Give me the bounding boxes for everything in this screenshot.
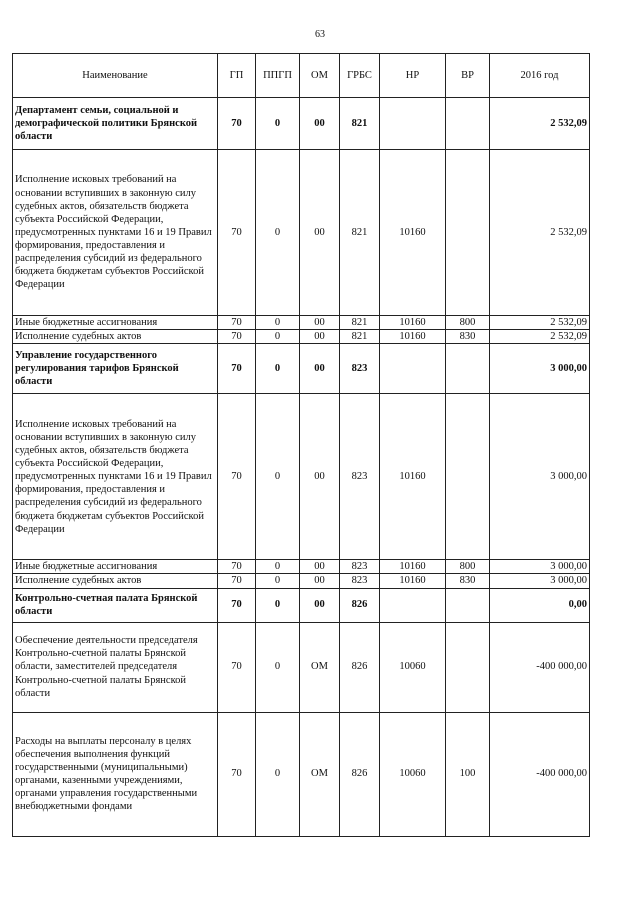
table-row — [13, 588, 590, 622]
header-name: Наименование — [13, 54, 218, 98]
cell-grbs: 821 — [340, 150, 380, 316]
cell-nr — [380, 98, 446, 150]
budget-table — [12, 53, 590, 837]
cell-grbs: 826 — [340, 588, 380, 622]
table-header-row — [13, 54, 590, 98]
cell-ppgp: 0 — [256, 394, 300, 560]
cell-grbs: 823 — [340, 574, 380, 588]
cell-vr — [446, 98, 490, 150]
cell-nr: 10160 — [380, 150, 446, 316]
cell-nr — [380, 588, 446, 622]
cell-nr — [380, 344, 446, 394]
cell-amount: 3 000,00 — [490, 574, 590, 588]
cell-ppgp: 0 — [256, 622, 300, 712]
table-row — [13, 622, 590, 712]
table-row — [13, 150, 590, 316]
cell-vr: 830 — [446, 330, 490, 344]
cell-gp: 70 — [218, 316, 256, 330]
cell-name: Управление государственного регулирования тарифов Брянской области — [13, 344, 218, 394]
cell-nr: 10060 — [380, 622, 446, 712]
cell-grbs: 821 — [340, 316, 380, 330]
cell-vr: 100 — [446, 712, 490, 836]
cell-amount: 3 000,00 — [490, 344, 590, 394]
cell-vr: 800 — [446, 316, 490, 330]
cell-amount: 2 532,09 — [490, 150, 590, 316]
cell-om: ОМ — [300, 622, 340, 712]
cell-amount: 2 532,09 — [490, 98, 590, 150]
cell-amount: 2 532,09 — [490, 316, 590, 330]
header-grbs: ГРБС — [340, 54, 380, 98]
table-row — [13, 394, 590, 560]
table-row — [13, 560, 590, 574]
table-row — [13, 316, 590, 330]
cell-om: 00 — [300, 574, 340, 588]
cell-vr: 800 — [446, 560, 490, 574]
cell-name: Исполнение исковых требований на основании вступивших в законную силу судебных актов, обязательств бюджета субъекта Российской Федерации, предусмотренных пунктами 16 и 19 Правил формирования, предоставления и распределения субсидий из федерального бюджета бюджетам субъектов Российской Федерации — [13, 150, 218, 316]
cell-om: 00 — [300, 150, 340, 316]
cell-gp: 70 — [218, 98, 256, 150]
cell-gp: 70 — [218, 622, 256, 712]
cell-name: Иные бюджетные ассигнования — [13, 316, 218, 330]
cell-gp: 70 — [218, 560, 256, 574]
cell-amount: -400 000,00 — [490, 622, 590, 712]
cell-om: 00 — [300, 98, 340, 150]
cell-name: Расходы на выплаты персоналу в целях обеспечения выполнения функций государственными (муниципальными) органами, казенными учреждениями, органами управления государственными внебюджетными фондами — [13, 712, 218, 836]
table-row — [13, 712, 590, 836]
cell-nr: 10160 — [380, 560, 446, 574]
cell-name: Иные бюджетные ассигнования — [13, 560, 218, 574]
cell-grbs: 826 — [340, 712, 380, 836]
cell-om: 00 — [300, 560, 340, 574]
cell-vr — [446, 394, 490, 560]
cell-nr: 10060 — [380, 712, 446, 836]
table-row — [13, 330, 590, 344]
cell-ppgp: 0 — [256, 344, 300, 394]
header-vr: ВР — [446, 54, 490, 98]
cell-grbs: 823 — [340, 394, 380, 560]
cell-om: ОМ — [300, 712, 340, 836]
cell-amount: 3 000,00 — [490, 560, 590, 574]
cell-ppgp: 0 — [256, 712, 300, 836]
cell-name: Исполнение судебных актов — [13, 330, 218, 344]
cell-gp: 70 — [218, 394, 256, 560]
cell-ppgp: 0 — [256, 574, 300, 588]
cell-vr: 830 — [446, 574, 490, 588]
header-year: 2016 год — [490, 54, 590, 98]
cell-om: 00 — [300, 394, 340, 560]
cell-nr: 10160 — [380, 316, 446, 330]
table-row — [13, 98, 590, 150]
cell-nr: 10160 — [380, 574, 446, 588]
cell-vr — [446, 588, 490, 622]
header-om: ОМ — [300, 54, 340, 98]
cell-ppgp: 0 — [256, 588, 300, 622]
cell-amount: 0,00 — [490, 588, 590, 622]
cell-gp: 70 — [218, 150, 256, 316]
page-number: 63 — [315, 29, 325, 40]
table-row — [13, 344, 590, 394]
cell-name: Департамент семьи, социальной и демографической политики Брянской области — [13, 98, 218, 150]
cell-grbs: 826 — [340, 622, 380, 712]
cell-amount: -400 000,00 — [490, 712, 590, 836]
cell-gp: 70 — [218, 574, 256, 588]
cell-grbs: 823 — [340, 560, 380, 574]
header-gp: ГП — [218, 54, 256, 98]
cell-grbs: 821 — [340, 330, 380, 344]
cell-om: 00 — [300, 316, 340, 330]
cell-ppgp: 0 — [256, 316, 300, 330]
cell-vr — [446, 622, 490, 712]
cell-ppgp: 0 — [256, 560, 300, 574]
cell-nr: 10160 — [380, 394, 446, 560]
cell-ppgp: 0 — [256, 98, 300, 150]
cell-vr — [446, 344, 490, 394]
cell-grbs: 821 — [340, 98, 380, 150]
cell-amount: 3 000,00 — [490, 394, 590, 560]
table-row — [13, 574, 590, 588]
header-ppgp: ППГП — [256, 54, 300, 98]
cell-ppgp: 0 — [256, 150, 300, 316]
cell-amount: 2 532,09 — [490, 330, 590, 344]
cell-ppgp: 0 — [256, 330, 300, 344]
cell-vr — [446, 150, 490, 316]
cell-gp: 70 — [218, 344, 256, 394]
cell-name: Контрольно-счетная палата Брянской области — [13, 588, 218, 622]
cell-om: 00 — [300, 588, 340, 622]
cell-om: 00 — [300, 344, 340, 394]
cell-name: Исполнение исковых требований на основании вступивших в законную силу судебных актов, обязательств бюджета субъекта Российской Федерации, предусмотренных пунктами 16 и 19 Правил формирования, предоставления и распределения субсидий из федерального бюджета бюджетам субъектов Российской Федерации — [13, 394, 218, 560]
cell-gp: 70 — [218, 330, 256, 344]
cell-grbs: 823 — [340, 344, 380, 394]
cell-nr: 10160 — [380, 330, 446, 344]
header-nr: НР — [380, 54, 446, 98]
cell-gp: 70 — [218, 712, 256, 836]
cell-name: Исполнение судебных актов — [13, 574, 218, 588]
cell-name: Обеспечение деятельности председателя Контрольно-счетной палаты Брянской области, заместителей председателя Контрольно-счетной палаты Брянской области — [13, 622, 218, 712]
cell-om: 00 — [300, 330, 340, 344]
cell-gp: 70 — [218, 588, 256, 622]
